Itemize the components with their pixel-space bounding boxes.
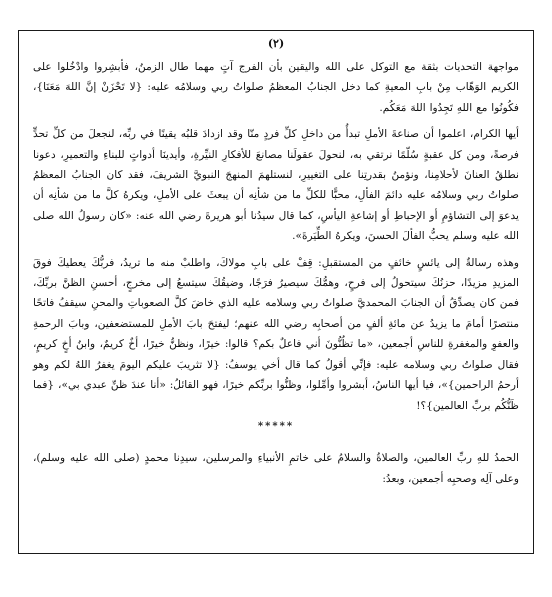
paragraph-1: مواجهة التحديات بثقة مع التوكل على الله واليقين بأن الفرج آتٍ مهما طال الزمنُ، فأبشِروا وادْخُلوا على الكريم الوَهّاب مِنْ بابِ المعيةِ كما دخل الجنابُ المعظمُ صلواتُ ربي وسلامُه عليه: {لا تَحْزَنْ إنَّ اللهَ مَعَنَا}، فكُونُوا مع اللهِ تَجِدُوا اللهَ مَعَكُم. — [33, 61, 519, 114]
paragraph-3: وهذه رسالةٌ إلى يائسٍ خائفٍ من المستقبلِ: قِفْ على بابِ مولاكَ، واطلبْ منه ما تريدُ، فربُّكَ يعطيكَ فوقَ المزيدِ مزيدًا، حزنُكَ سيتحولُ إلى فرحٍ، وهمُّكَ سيصيرُ فرَجًا، وضيقُكَ سيتسعُ إلى مخرجٍ، أحسنِ الظنَّ بربِّكَ، فمن كان يصدِّقُ أن الجنابَ المحمديَّ صلواتُ ربي وسلامه عليه الذي خاضَ كلَّ الصعوباتِ والمحنِ سيقفُ فاتحًا منتصرًا أمامَ ما يزيدُ عن مائةِ ألفٍ من أصحابِه رضي الله عنهم؛ ليفتحَ بابَ الأملِ للمستضعفين، وبابَ الرحمةِ والعفوِ والمغفرةِ للناسِ أجمعين، «ما تظُنُّونَ أني فاعلٌ بكم؟ قالوا: خيرًا، ونظنُّ خيرًا، أخٌ كريمٌ، وابنُ أخٍ كريمٍ، فقال صلواتُ ربي وسلامه عليه: فإنِّي أقولُ كما قال أخي يوسفُ: {لا تثريبَ عليكم اليومَ يغفرُ اللهُ لكم وهو أرحمُ الراحمين}»، فيا أيها الناسُ، أبشروا وأمِّلوا، وظنُّوا بربِّكم خيرًا، فهو القائلُ: «أنا عندَ ظنِّ عبدي بي»، {فما ظَنُّكُم بربِّ العالمين}؟! — [33, 256, 519, 412]
paragraph-2: أيها الكرام، اعلموا أن صناعةَ الأملِ تبدأُ من داخلِ كلِّ فردٍ منّا وقد ازدادَ قلبُه يقينًا في ربِّه، لنجعلَ من كلِّ تحدٍّ فرصةً، ومن كل عقبةٍ سُلّمًا نرتقي به، لنحولَ عقولَنا مصانعَ للأفكارِ النيِّرةِ، وأيدينَا أدواتٍ للبناءِ والتعميرِ، دعونا نطلقُ العنانَ لأحلامِنا، ونؤمنُ بقدرتِنا على التغييرِ، لنستلهمَ المنهجَ النبويَّ الشريفَ، فقد كان الجنابُ المعظمُ صلواتُ ربي وسلامُه عليه دائمَ الفألِ، محبًّا للكلِّ ما من شأنِه أن يبعثَ على الأملِ، ويكرهُ كلَّ ما من شأنِه أن يدعوَ إلى التشاؤمِ أو الإحباطِ أو إشاعةِ اليأسِ، كما قال سيدُنا أبو هريرةَ رضي الله عنه: «كان رسولُ الله صلى الله عليه وسلم يحبُّ الفألَ الحسنَ، ويكرهُ الطِّيَرةَ». — [33, 128, 519, 243]
page-number: (٢) — [267, 37, 285, 50]
closing-paragraph: الحمدُ للهِ ربِّ العالمين، والصلاةُ والسلامُ على خاتمِ الأنبياءِ والمرسلين، سيدِنا محمدٍ (صلى الله عليه وسلم)، وعلى آلِه وصحبِه أجمعين، وبعدُ: — [33, 451, 519, 485]
section-separator: ***** — [257, 420, 295, 432]
page-frame — [18, 30, 534, 554]
